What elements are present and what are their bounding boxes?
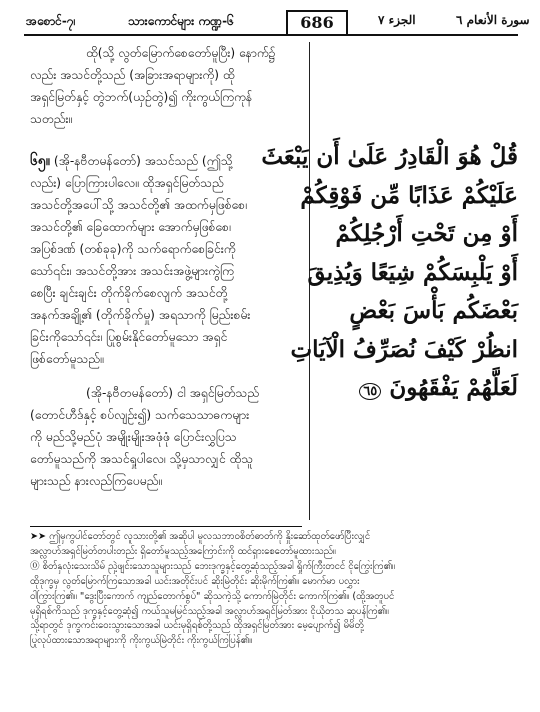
arabic-line: بَعْضَكُم بَأْسَ بَعْضٍ xyxy=(349,297,518,324)
arabic-line: قُلْ هُوَ الْقَادِرُ عَلَىٰ أَن يَبْعَثَ xyxy=(261,143,518,170)
surah-label: سورة الأنعام ٦ xyxy=(456,13,530,27)
text-line: အသင်တို့၏ ခြေထောက်များ အောက်မှဖြစ်စေ၊ xyxy=(30,220,231,234)
footnote-line: သို့ရာတွင် ဒုက္ခကင်းဝေးသွားသောအခါ ယင်းမုရှိရစ်တို့သည် ထိုအရှင်မြတ်အား မေ့ပျောက်၍ မိမိတို့ xyxy=(30,620,364,632)
text-line: အနက်အချို့၏ (တိုက်ခိုက်မှု) အရသာကို မြည်းစမ်း xyxy=(30,308,251,322)
juz-label: الجزء ٧ xyxy=(378,13,416,27)
text-line: ကို မည်သို့မည်ပုံ အမျိုးမျိုးအဖုံဖုံ ပြောင်းလွှပြသ xyxy=(30,430,237,444)
text-line: အပြစ်ဒဏ် (တစ်ခုခု)ကို သက်ရောက်စေခြင်းကို xyxy=(30,242,236,256)
footnotes xyxy=(30,530,520,649)
text-line: ဖြစ်တော်မူသည်။ xyxy=(30,352,104,366)
footnote-divider xyxy=(30,526,302,527)
text-line: သတည်း။ xyxy=(30,112,73,126)
arabic-line: أَوْ يَلْبِسَكُمْ شِيَعًا وَيُذِيقَ xyxy=(307,258,518,286)
verse-marker: ၆၅။ xyxy=(30,153,50,169)
text-line xyxy=(30,150,300,172)
page-number: 686 xyxy=(286,10,348,36)
footnote-line: ⓪ စိတ်နှလုံးသေးသိမ် ညှဲ့ဖျင်းသောသူများသည် ဘေးဒုက္ခနှင့်တွေ့ဆုံသည့်အခါ ရှိုက်ကြီးတငင် ငိုကြွေးကြ၏။ xyxy=(30,560,395,572)
arabic-verse xyxy=(261,138,518,408)
translation-para-2 xyxy=(30,150,300,370)
arabic-line: انظُرْ كَيْفَ نُصَرِّفُ الْآيَاتِ xyxy=(290,335,518,363)
footnote-line: ထိုဒုက္ခမှ လွတ်မြောက်ကြသောအခါ ယင်းအတိုင်းပင် ဆိုးမြဲတိုင်း ဆိုးမိုက်ကြ၏။ မောက်မာ ပလွှား xyxy=(30,575,360,587)
text-line: (အို-နဗီတမန်တော်) ငါ အရှင်မြတ်သည် xyxy=(86,386,260,400)
footnote-line: ဝါကြွားကြ၏။ "ဒွေးပြီးကောက် ကျည်တောက်စွပ်" ဆိုသကဲ့သို့ ကောက်မြဲတိုင်း ကောက်ကြ၏။ (ထို့အတူပင် xyxy=(30,590,395,602)
text-line: ခြင်းကိုသော်၎င်း၊ ပြုစွမ်းနိုင်တော်မူသော အရှင် xyxy=(30,330,228,344)
footnote-line: ➤➤ ဤမှကွပါင်တော်တွင် လူသားတို့၏ အဆိုပါ မူလသဘာဝစိတ်ဓာတ်ကို နှိုးဆော်ထုတ်ဖော်ပြီးလျှင် xyxy=(30,531,371,542)
ayah-number-badge: ٦٥ xyxy=(359,383,381,400)
footnote-line: ပြုလုပ်ထားသောအရာများကို ကိုးကွယ်မြဲတိုင်း ကိုးကွယ်ကြပြန်၏။ xyxy=(30,635,253,647)
text-line: သော်၎င်း၊ အသင်တို့အား အသင်းအဖွဲ့များကွဲကြ xyxy=(30,264,234,278)
arabic-line: أَوْ مِن تَحْتِ أَرْجُلِكُمْ xyxy=(335,220,518,247)
arabic-line: عَلَيْكُمْ عَذَابًا مِّن فَوْقِكُمْ xyxy=(300,181,518,209)
footnote-line: အလ္လာဟ်အရှင်မြတ်တပါးတည်း ရှိတော်မူသည့်အကြောင်းကို ထင်ရှားစေတော်မူထားသည်။ xyxy=(30,545,336,557)
text-line: တော်မူသည်ကို အသင်ရှုပါလေ၊ သို့မှသာလျှင် ထိုသူ xyxy=(30,452,254,466)
text-line: (တောင်ဟီဒ်နှင့် စပ်လျဉ်း၍) သက်သေသာဓကများ xyxy=(30,408,250,422)
text-line: လည်း အသင်တို့သည် (အခြားအရာများကို) ထို xyxy=(30,68,235,82)
footnote-line: မုရှိရစ်ကိသည် ဒုက္ခနှင့်တွေ့ဆုံ၍ ကယ်သူမမြင်သည့်အခါ အလ္လာဟ်အရှင်မြတ်အား ငိုယိုတသ ဆုပန်ကြ၏။ xyxy=(30,605,389,617)
chapter-label: သားကောင်များ ကဏ္ဍ-၆ xyxy=(128,14,234,28)
text-line: များသည် နားလည်ကြပေမည်။ xyxy=(30,474,163,488)
volume-label: အစောင်-၇၊ xyxy=(26,14,76,28)
text-line: ထို(သို့ လွတ်မြောက်စေတော်မူပြီး) နောက်၌ xyxy=(86,46,276,60)
text-line: အရှင်မြတ်နှင့် တွဲဘက်(ယှဉ်တွဲ)၍ ကိုးကွယ်ကြကုန် xyxy=(30,90,253,104)
translation-para-3 xyxy=(30,382,300,492)
text-line: အသင်တို့အပေါ်သို့ အသင်တို့၏ အထက်မှဖြစ်စေ၊ xyxy=(30,198,247,212)
translation-para-1 xyxy=(30,42,300,130)
arabic-line-text: لَعَلَّهُمْ يَفْقَهُونَ xyxy=(389,374,518,401)
text-line: စေပြီး ချင်းချင်း တိုက်ခိုက်စေလျက် အသင်တို့ xyxy=(30,286,228,300)
text-line: လည်း) ပြောကြားပါလေ။ ထိုအရှင်မြတ်သည် xyxy=(30,176,224,190)
page-header xyxy=(24,8,530,36)
arabic-line xyxy=(318,369,518,408)
text-line-content: (အို-နဗီတမန်တော်) အသင်သည် (ဤသို့ xyxy=(53,154,233,168)
